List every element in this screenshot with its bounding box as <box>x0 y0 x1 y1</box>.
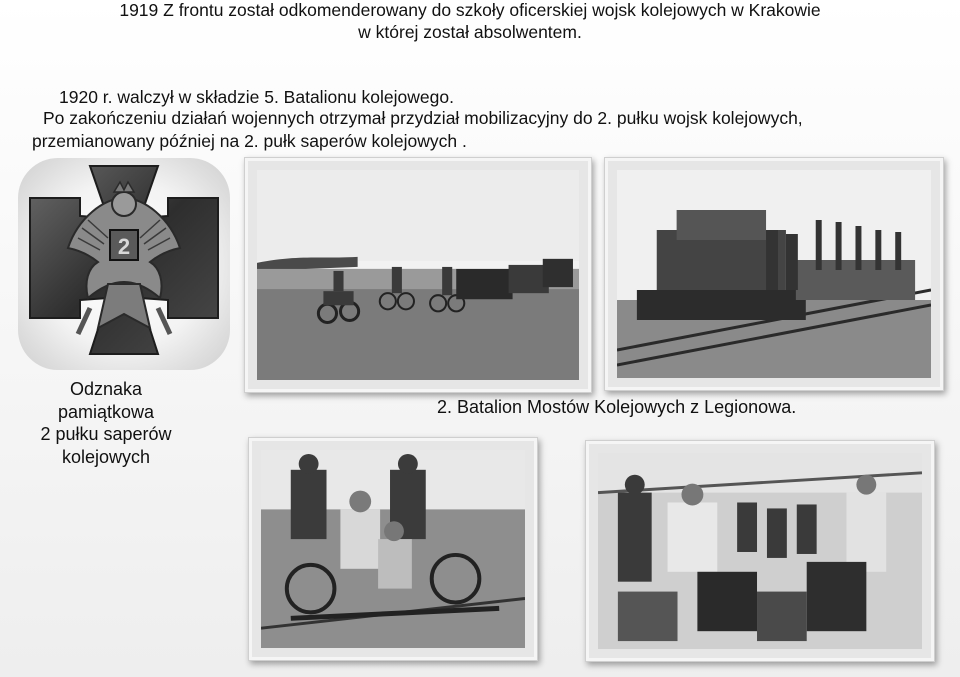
badge-photo <box>18 158 230 370</box>
eagle-cross-badge-icon <box>18 158 230 370</box>
text-line-2: w której został absolwentem. <box>358 22 582 42</box>
badge-caption <box>20 378 192 468</box>
field-vehicles-photo <box>257 170 579 380</box>
badge-caption-line: Odznaka <box>69 379 143 399</box>
photo-frame-field-kitchen <box>585 440 935 662</box>
badge-number: 2 <box>117 234 131 259</box>
badge-caption-line: pamiątkowa <box>57 401 155 422</box>
rail-vehicle-photo <box>617 170 931 378</box>
photo-frame-rail-vehicle <box>604 157 944 391</box>
badge-caption-line: kolejowych <box>61 446 151 467</box>
text-line-4: Po zakończeniu działań wojennych otrzymał przydział mobilizacyjny do 2. pułku wojsk kolejowych, <box>43 108 803 128</box>
photo-frame-rail-bicycle <box>248 437 538 661</box>
photos-caption: 2. Batalion Mostów Kolejowych z Legionowa. <box>437 397 797 417</box>
photo-frame-field-vehicles <box>244 157 592 393</box>
badge-caption-line: 2 pułku saperów <box>40 424 172 444</box>
text-line-1: 1919 Z frontu został odkomenderowany do szkoły oficerskiej wojsk kolejowych w Krakowie <box>119 0 821 20</box>
text-line-3: 1920 r. walczył w składzie 5. Batalionu kolejowego. <box>59 87 454 107</box>
rail-bicycle-photo <box>261 450 525 648</box>
text-line-5: przemianowany później na 2. pułk saperów kolejowych . <box>32 131 467 151</box>
field-kitchen-photo <box>598 453 922 649</box>
